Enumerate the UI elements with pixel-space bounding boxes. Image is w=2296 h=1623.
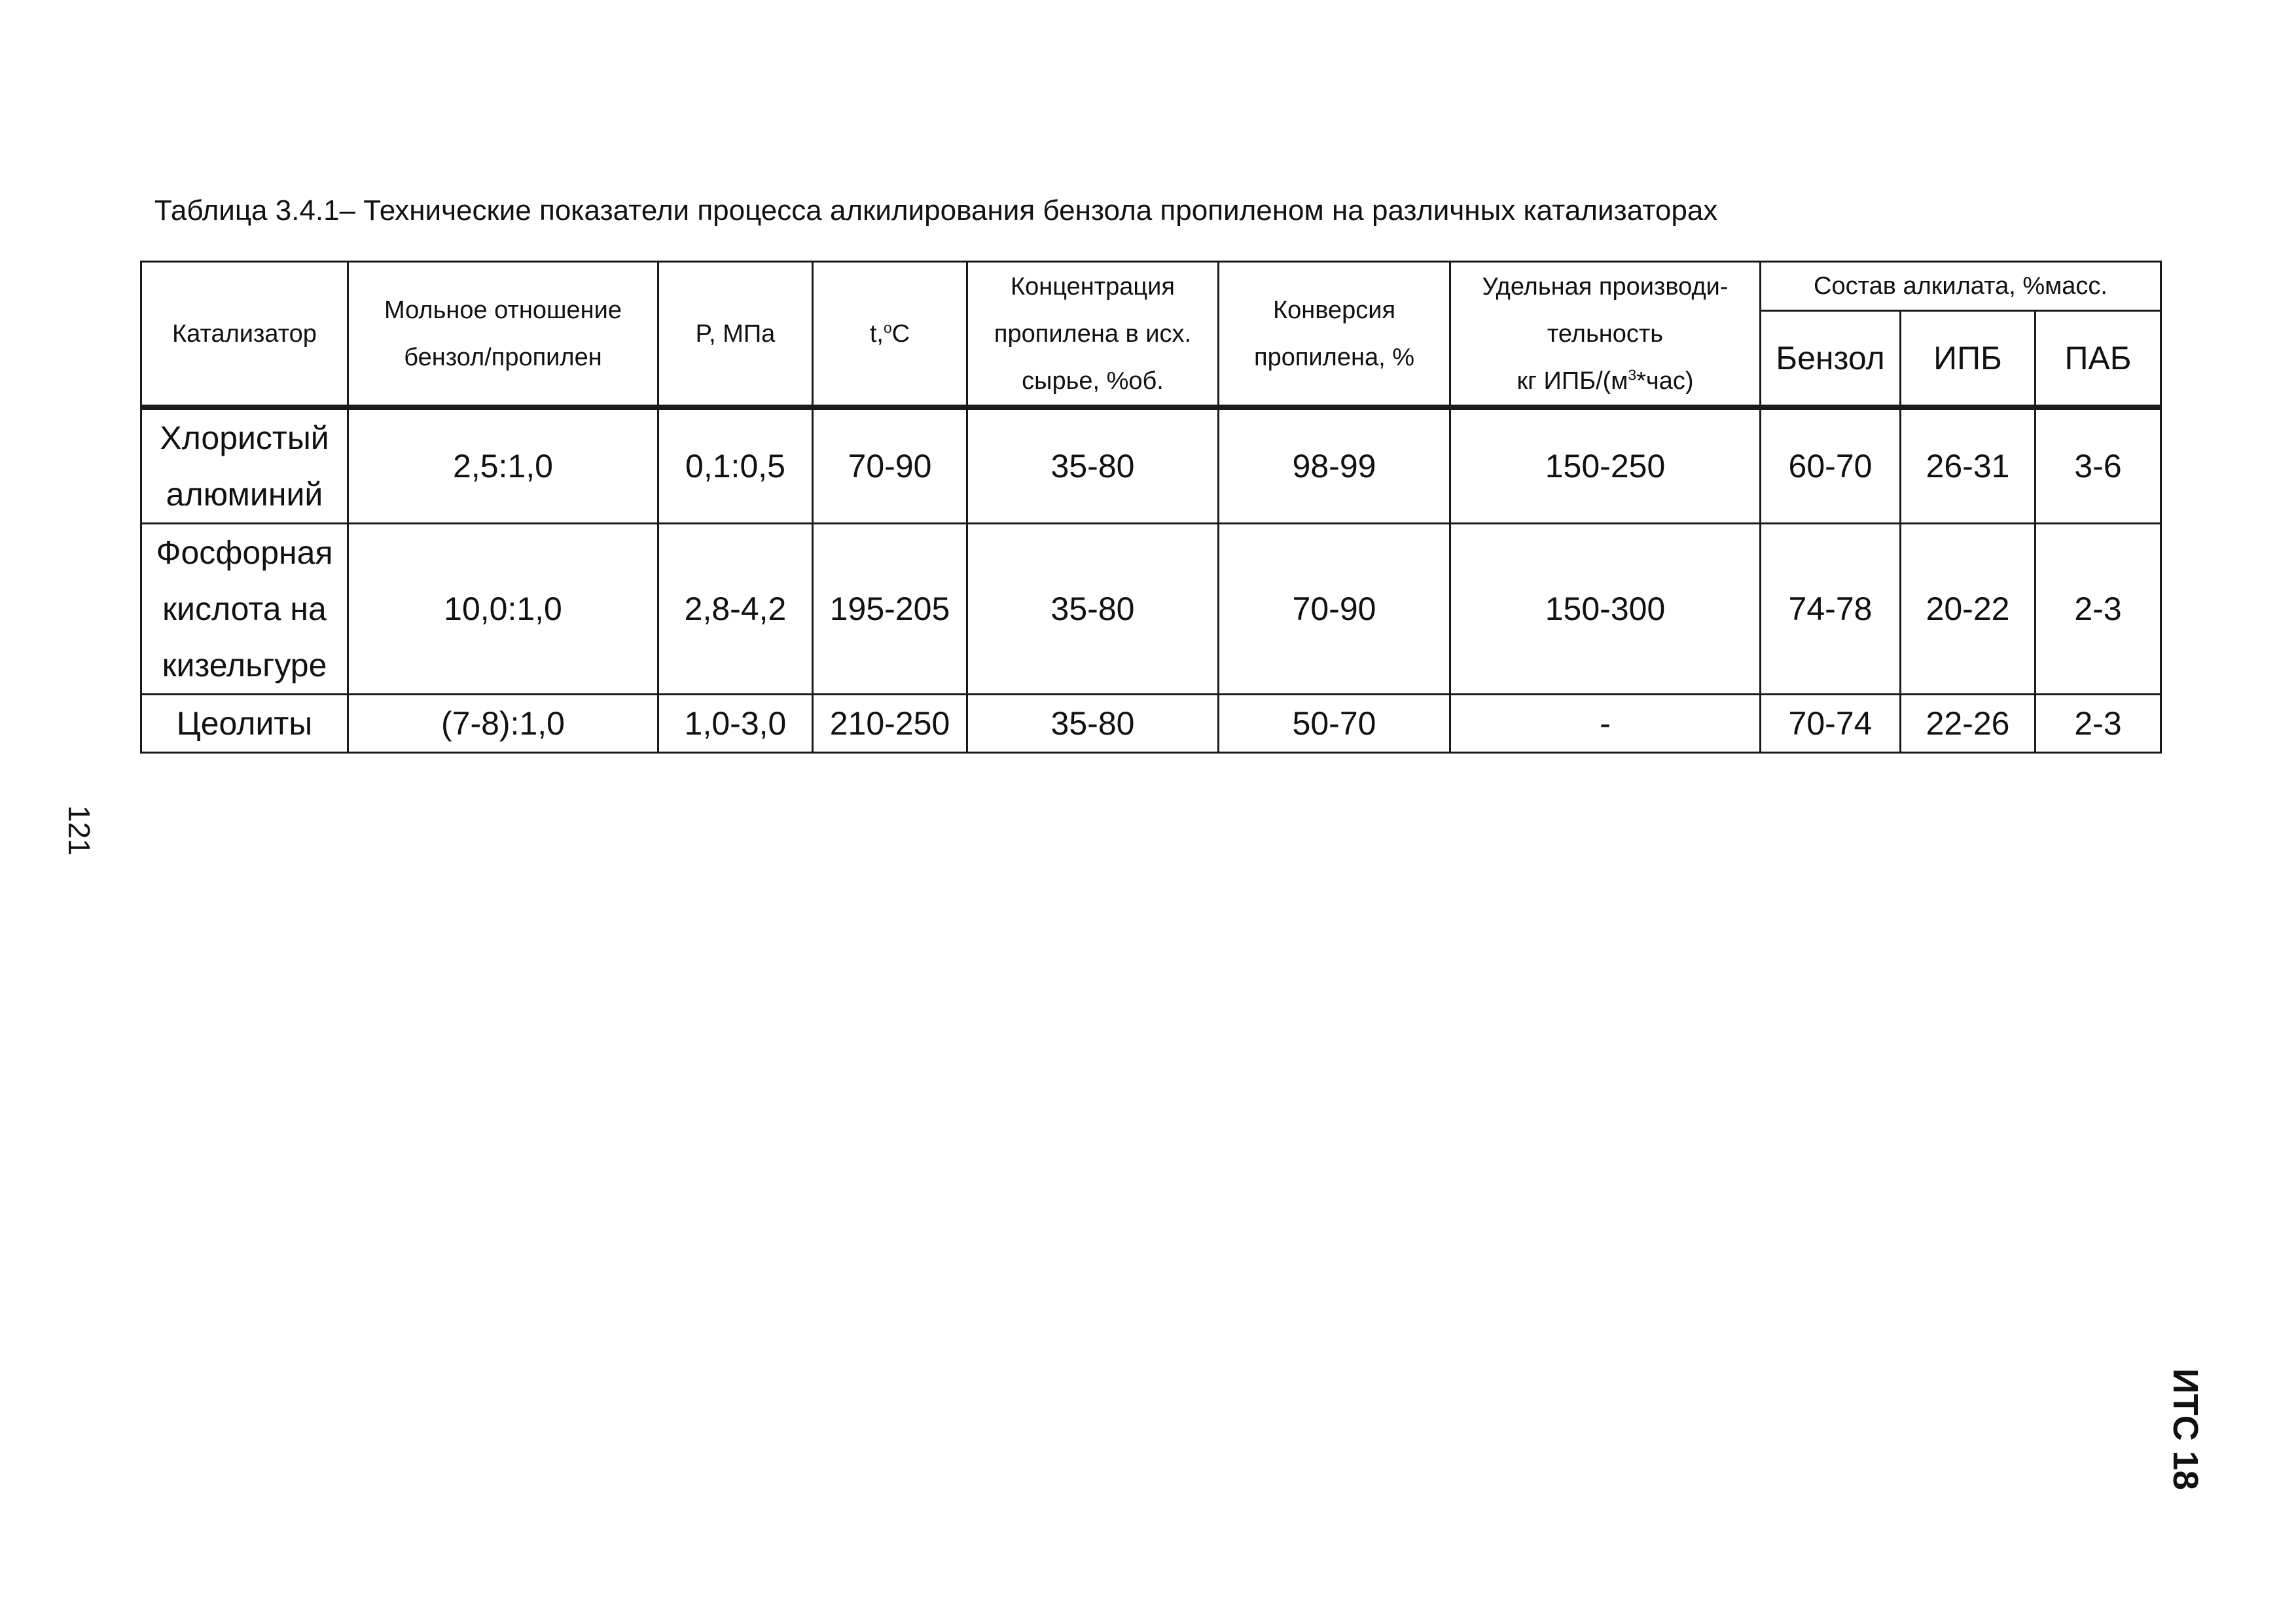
cell-catalyst: Цеолиты xyxy=(141,695,348,753)
cell-molar-ratio: (7-8):1,0 xyxy=(348,695,658,753)
cell-productivity: 150-250 xyxy=(1450,407,1761,524)
cell-ipb: 26-31 xyxy=(1901,407,2036,524)
header-temperature-pre: t, xyxy=(869,319,884,348)
cell-temperature: 210-250 xyxy=(813,695,967,753)
cell-benzene: 60-70 xyxy=(1761,407,1901,524)
cell-benzene: 74-78 xyxy=(1761,524,1901,695)
document-label: ИТС 18 xyxy=(2166,1368,2205,1490)
cell-concentration: 35-80 xyxy=(967,695,1219,753)
data-table xyxy=(140,261,2162,754)
header-benzene: Бензол xyxy=(1761,311,1901,408)
header-productivity-line3-sup: 3 xyxy=(1628,365,1637,383)
cell-conversion: 50-70 xyxy=(1219,695,1450,753)
cell-conversion: 98-99 xyxy=(1219,407,1450,524)
cell-productivity: 150-300 xyxy=(1450,524,1761,695)
header-temperature-sup: о xyxy=(883,318,892,336)
header-temperature-post: С xyxy=(891,319,910,348)
cell-pab: 2-3 xyxy=(2036,695,2161,753)
cell-ipb: 20-22 xyxy=(1901,524,2036,695)
header-productivity-line1: Удельная производи- xyxy=(1482,272,1729,301)
header-productivity-line3-pre: кг ИПБ/(м xyxy=(1516,367,1628,395)
page-number: 121 xyxy=(62,805,96,856)
header-productivity-line3 xyxy=(1456,357,1754,405)
cell-pab: 2-3 xyxy=(2036,524,2161,695)
cell-ipb: 22-26 xyxy=(1901,695,2036,753)
header-composition: Состав алкилата, %масс. xyxy=(1761,262,2161,311)
cell-molar-ratio: 2,5:1,0 xyxy=(348,407,658,524)
cell-concentration: 35-80 xyxy=(967,524,1219,695)
cell-concentration: 35-80 xyxy=(967,407,1219,524)
header-concentration: Концентрация пропилена в исх. сырье, %об. xyxy=(967,262,1219,408)
cell-temperature: 70-90 xyxy=(813,407,967,524)
table-caption: Таблица 3.4.1– Технические показатели процесса алкилирования бензола пропиленом на различных катализаторах xyxy=(154,194,1718,227)
cell-conversion: 70-90 xyxy=(1219,524,1450,695)
header-productivity xyxy=(1450,262,1761,408)
cell-catalyst: Хлористый алюминий xyxy=(141,407,348,524)
cell-temperature: 195-205 xyxy=(813,524,967,695)
header-molar-ratio: Мольное отношение бензол/пропилен xyxy=(348,262,658,408)
cell-pressure: 2,8-4,2 xyxy=(658,524,813,695)
table-row xyxy=(141,524,2161,695)
cell-catalyst: Фосфорная кислота на кизельгуре xyxy=(141,524,348,695)
header-productivity-line2: тельность xyxy=(1547,319,1664,348)
header-catalyst: Катализатор xyxy=(141,262,348,408)
cell-pressure: 0,1:0,5 xyxy=(658,407,813,524)
header-pab: ПАБ xyxy=(2036,311,2161,408)
table-row xyxy=(141,407,2161,524)
cell-benzene: 70-74 xyxy=(1761,695,1901,753)
cell-pab: 3-6 xyxy=(2036,407,2161,524)
header-productivity-line3-post: *час) xyxy=(1636,367,1694,395)
header-ipb: ИПБ xyxy=(1901,311,2036,408)
header-temperature xyxy=(813,262,967,408)
table-row xyxy=(141,695,2161,753)
cell-molar-ratio: 10,0:1,0 xyxy=(348,524,658,695)
cell-pressure: 1,0-3,0 xyxy=(658,695,813,753)
cell-productivity: - xyxy=(1450,695,1761,753)
header-conversion: Конверсия пропилена, % xyxy=(1219,262,1450,408)
header-pressure: P, МПа xyxy=(658,262,813,408)
